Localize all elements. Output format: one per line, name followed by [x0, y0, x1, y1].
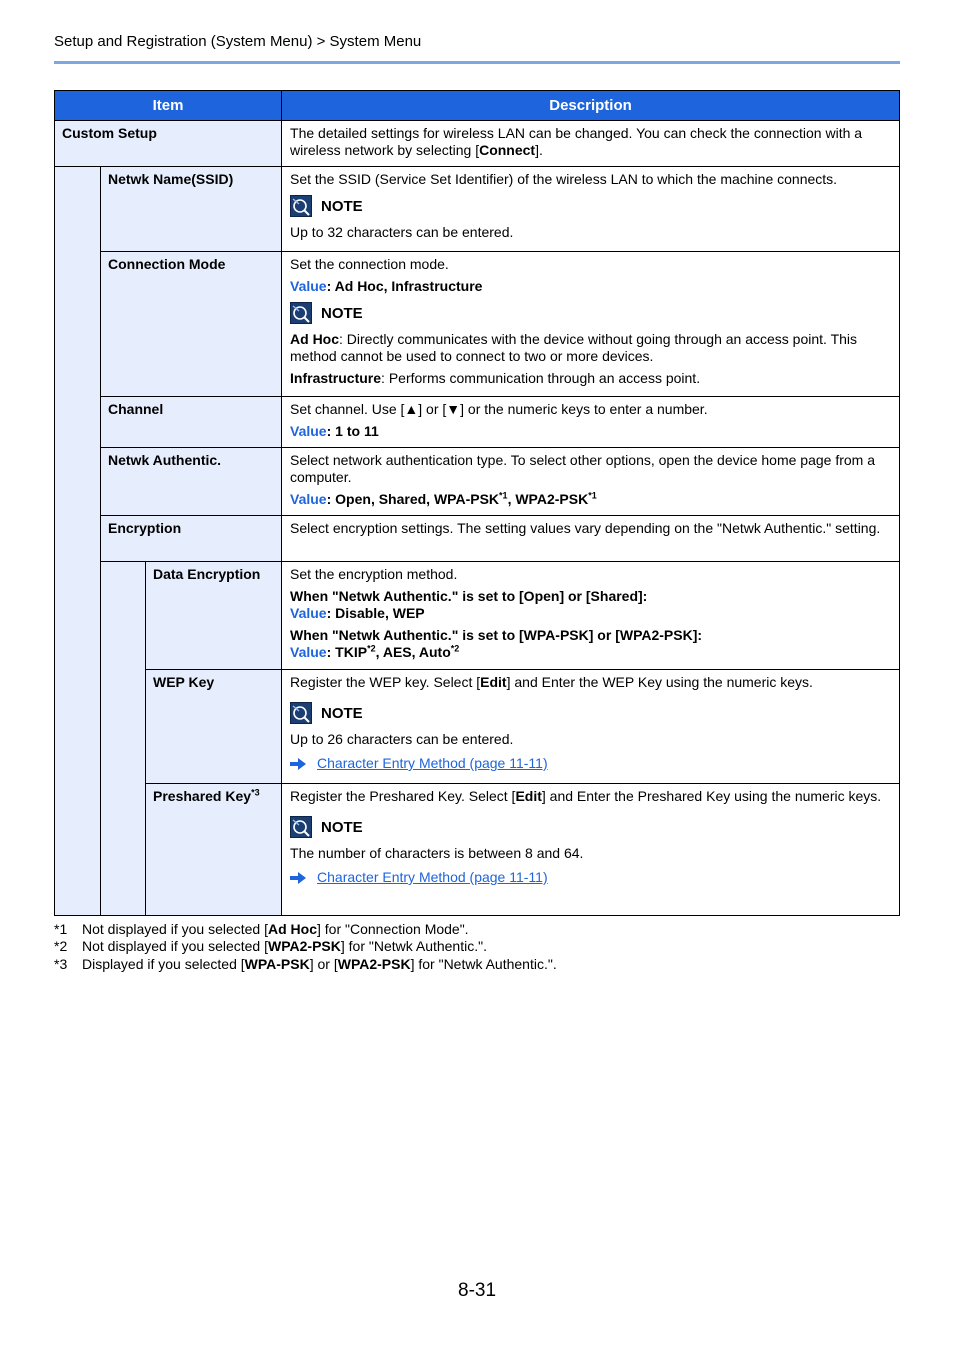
item-data-encryption: Data Encryption [146, 562, 282, 670]
note-box: NOTE [290, 194, 892, 218]
item-wep-key: WEP Key [146, 670, 282, 784]
note-box: NOTE [290, 301, 892, 325]
desc-encryption: Select encryption settings. The setting values vary depending on the "Netwk Authentic." setting. [282, 516, 900, 562]
column-header-item: Item [55, 91, 282, 121]
desc-ssid: Set the SSID (Service Set Identifier) of the wireless LAN to which the machine connects. NOTE Up to 32 characters can be entered. [282, 167, 900, 252]
note-icon [290, 702, 312, 724]
arrow-right-icon [290, 872, 306, 884]
note-icon [290, 816, 312, 838]
page-number: 8-31 [458, 1280, 497, 1301]
character-entry-link[interactable]: Character Entry Method (page 11-11) [317, 755, 548, 771]
character-entry-link[interactable]: Character Entry Method (page 11-11) [317, 869, 548, 885]
footnote-2: *2 Not displayed if you selected [WPA2-PSK] for "Netwk Authentic.". [54, 938, 487, 954]
desc-custom-setup: The detailed settings for wireless LAN can be changed. You can check the connection with a wireless network by selecting [Connect]. [282, 121, 900, 167]
desc-channel: Set channel. Use [▲] or [▼] or the numeric keys to enter a number. Value: 1 to 11 [282, 397, 900, 448]
item-connection-mode: Connection Mode [101, 252, 282, 397]
arrow-right-icon [290, 758, 306, 770]
footnote-3: *3 Displayed if you selected [WPA-PSK] or [WPA2-PSK] for "Netwk Authentic.". [54, 956, 557, 972]
desc-data-encryption: Set the encryption method. When "Netwk Authentic." is set to [Open] or [Shared]: Value: Disable, WEP When "Netwk Authentic." is set to [WPA-PSK] or [WPA2-PSK]: Value: TKIP$^{*2}$, AES, Auto$^{*2}$ [282, 562, 900, 670]
note-icon [290, 302, 312, 324]
note-box: NOTE [290, 815, 892, 839]
desc-netwk-authentic: Select network authentication type. To select other options, open the device home page from a computer. Value: Open, Shared, WPA-PSK$^{*1}$, WPA2-PSK$^{*1}$ [282, 448, 900, 516]
settings-table [54, 90, 900, 916]
column-header-description: Description [282, 91, 900, 121]
header-rule [54, 61, 900, 64]
indent-column [55, 167, 101, 916]
indent-column-sub [101, 562, 146, 916]
item-preshared-key: Preshared Key$^{*3}$ [146, 784, 282, 916]
item-encryption: Encryption [101, 516, 282, 562]
item-custom-setup: Custom Setup [55, 121, 282, 167]
desc-wep-key: Register the WEP key. Select [Edit] and Enter the WEP Key using the numeric keys. NOTE Up to 26 characters can be entered. Character Entry Method (page 11-11) [282, 670, 900, 784]
footnote-1: *1 Not displayed if you selected [Ad Hoc] for "Connection Mode". [54, 921, 469, 937]
item-channel: Channel [101, 397, 282, 448]
reference-link [290, 869, 892, 886]
note-box: NOTE [290, 701, 892, 725]
reference-link [290, 755, 892, 772]
desc-preshared-key: Register the Preshared Key. Select [Edit] and Enter the Preshared Key using the numeric keys. NOTE The number of characters is between 8 and 64. Character Entry Method (page 11-11) [282, 784, 900, 916]
note-icon [290, 195, 312, 217]
item-netwk-authentic: Netwk Authentic. [101, 448, 282, 516]
item-ssid: Netwk Name(SSID) [101, 167, 282, 252]
desc-connection-mode: Set the connection mode. Value: Ad Hoc, Infrastructure NOTE Ad Hoc: Directly communicates with the device without going through an access point. This method cannot be used to connect to two or more devices. Infrastructure: Performs communication through an access point. [282, 252, 900, 397]
breadcrumb: Setup and Registration (System Menu) > System Menu [54, 33, 422, 50]
